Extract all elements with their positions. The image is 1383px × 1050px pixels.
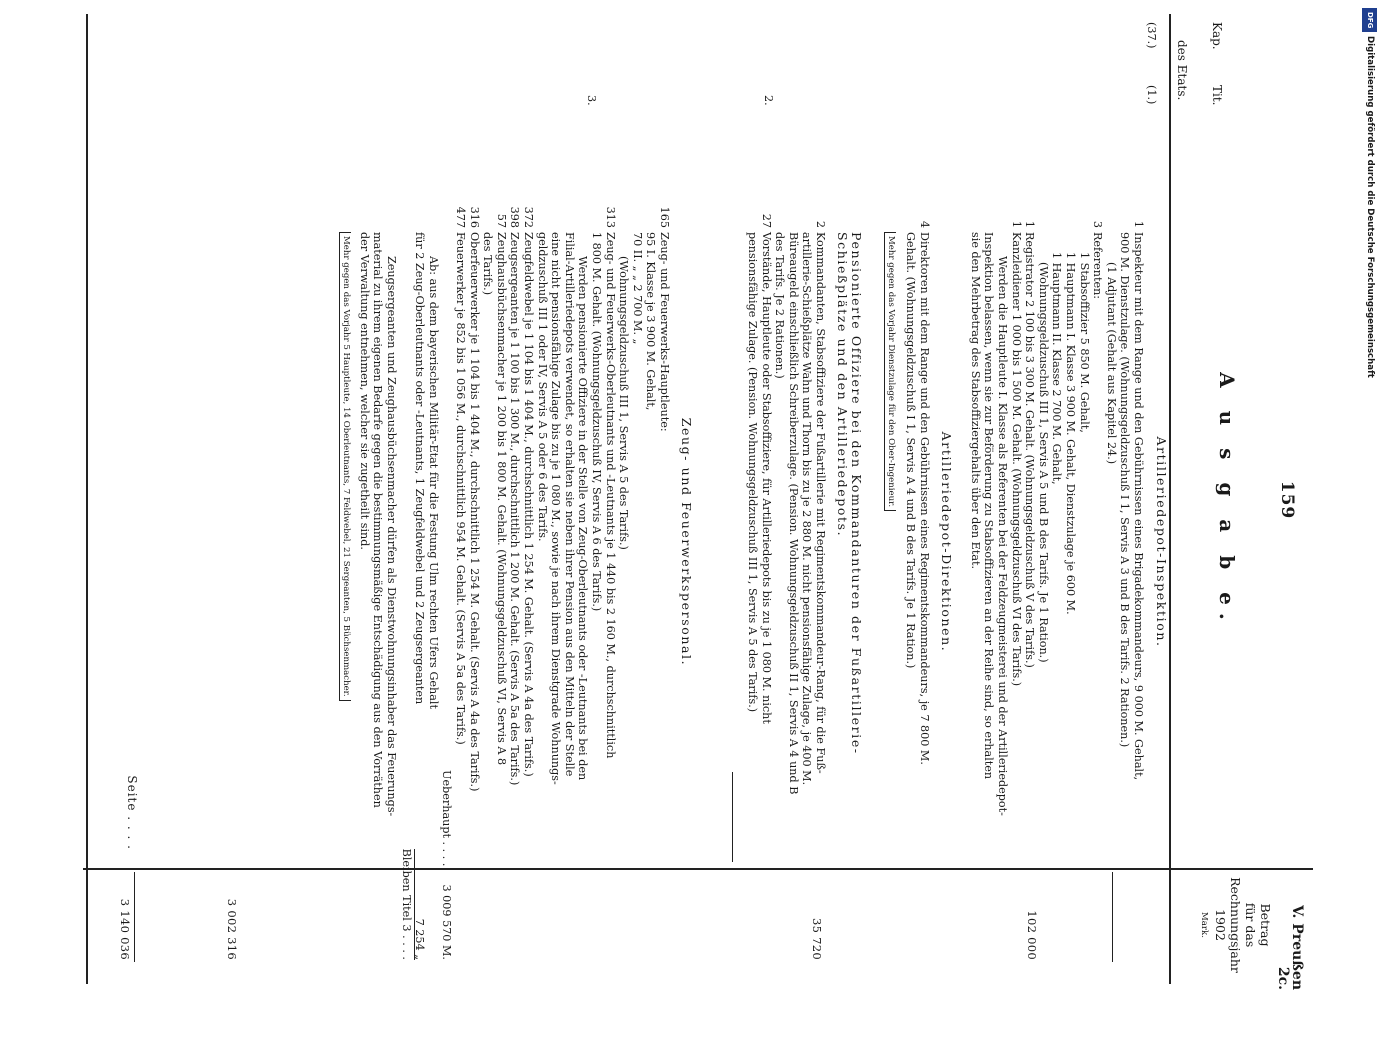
- ab-value: 7 254 „: [413, 918, 427, 960]
- line-count: 2: [814, 220, 827, 228]
- line-text: Oberfeuerwerker je 1 104 bis 1 404 M., durchschnittlich 1 254 M. Gehalt. (Servis A 4a des Tarifs.): [467, 232, 481, 792]
- subtotal-label: Ueberhaupt . . . .: [440, 770, 454, 867]
- line-text: Werden die Hauptleute I. Klasse als Referenten bei der Feldzeugmeisterei und der Artilleriedepot-: [996, 256, 1010, 816]
- line-text: Inspekteur mit dem Range und den Gebührnissen eines Brigadekommandeurs, 9 000 M. Gehalt,: [1132, 232, 1145, 781]
- line-text: Zeug- und Feuerwerks-Hauptleute:: [658, 232, 671, 432]
- digitization-credit: Digitalisierung gefördert durch die Deutsche Forschungsgemeinschaft: [1365, 36, 1375, 378]
- line-text: Kanzleidiener 1 000 bis 1 500 M. Gehalt. (Wohnungsgeldzuschuß VI des Tarifs.): [1009, 232, 1023, 687]
- header-rule: [1169, 14, 1171, 984]
- line-count: 4: [918, 220, 931, 228]
- amount-inspektion: 102 000: [1025, 910, 1039, 960]
- amount-head-line-4: 1902: [1213, 909, 1228, 941]
- line-count: 3: [1091, 220, 1105, 228]
- line-count: 165: [658, 206, 671, 228]
- amount-pensionierte: 35 720: [810, 917, 824, 960]
- dfg-logo: DFG: [1362, 8, 1377, 32]
- heading-direktionen: Artilleriedepot-Direktionen.: [939, 431, 954, 653]
- line-text: Zeugsergeanten je 1 100 bis 1 300 M., durchschnittlich 1 200 M. Gehalt. (Servis A 5a des Tarifs.): [508, 232, 522, 786]
- line-text: sie den Mehrbetrag des Stabsoffiziergehalts über den Etat.: [968, 232, 982, 570]
- dfg-credit: [1361, 8, 1379, 998]
- line-text: Gehalt. (Wohnungsgeldzuschuß I 1, Servis A 4 und B des Tarifs. Je 1 Ration.): [904, 232, 918, 669]
- line-text: artillerie-Schießplätze Wahn und Thorn bis zu je 2 880 M. nicht pensionsfähige Zulage, je 400 M.: [800, 232, 814, 786]
- line-count: 372: [522, 206, 536, 228]
- line-text: des Tarifs.): [481, 232, 495, 296]
- line-text: Inspektion belassen, wenn sie zur Beförderung zu Stabsoffizieren an der Reihe sind, so erhalten: [982, 232, 996, 780]
- seite-total: 3 140 036: [118, 898, 132, 960]
- heading-inspektion: Artilleriedepot-Inspektion.: [1154, 436, 1169, 648]
- line-text: Werden pensionierte Offiziere in der Stelle von Zeug-Oberleutnants oder -Leutnants bei den: [576, 256, 590, 781]
- line-text: Vorstände, Hauptleute oder Stabsoffiziere, für Artilleriedepots bis zu je 1 080 M. nicht: [759, 232, 773, 724]
- line-text: (1 Adjutant (Gehalt aus Kapitel 24.): [1104, 262, 1118, 465]
- line-text: Kommandanten, Stabsoffiziere der Fußartillerie mit Regimentskommandeur-Rang, für die Fuß-: [814, 232, 827, 774]
- line-text: des Tarifs. Je 2 Rationen.): [773, 232, 787, 379]
- section-zeugpersonal: [339, 206, 671, 1050]
- change-note: Mehr gegen das Vorjahr Dienstzulage für den Ober-Ingenieur.: [884, 232, 896, 511]
- section-inspektion: [968, 220, 1145, 1050]
- line-text: geldzuschuß III 1 oder IV, Servis A 5 oder 6 des Tarifs.: [535, 232, 549, 542]
- amount-head-line-2: für das: [1243, 902, 1258, 948]
- line-text: Direktoren mit dem Range und den Gebührnissen eines Regimentskommandeurs, je 7 800 M.: [918, 232, 931, 765]
- heading-zeugpersonal: Zeug- und Feuerwerkspersonal.: [679, 417, 694, 667]
- kap-number: (37.): [1145, 22, 1158, 49]
- line-text: Referenten:: [1091, 232, 1105, 300]
- amount-zeugpersonal: 3 002 316: [225, 898, 239, 960]
- amount-rule: [1112, 872, 1113, 962]
- line-text: 1 800 M. Gehalt. (Wohnungsgeldzuschuß IV, Servis A 6 des Tarifs.): [590, 232, 604, 612]
- seite-label: Seite . . . .: [125, 775, 139, 850]
- tit-number-3: 3.: [585, 95, 598, 106]
- line-text: Büreaugeld einschließlich Schreiberzulage. (Pension. Wohnungsgeldzuschuß II 1, Servis A 4 und B: [786, 232, 800, 795]
- amount-unit: Mark.: [1199, 912, 1209, 938]
- line-text: 1 Stabsoffizier 5 850 M. Gehalt,: [1077, 252, 1091, 433]
- running-head: V. Preußen 2c.: [1275, 905, 1305, 990]
- line-text: pensionsfähige Zulage. (Pension. Wohnungsgeldzuschuß III 1, Servis A 5 des Tarifs.): [746, 232, 760, 713]
- line-count: 1: [1023, 220, 1037, 228]
- line-text: Registrator 2 100 bis 3 300 M. Gehalt. (Wohnungsgeldzuschuß V des Tarifs.): [1023, 232, 1037, 668]
- line-count: 313: [603, 206, 617, 228]
- tit-number-2: 2.: [762, 95, 775, 106]
- section-title: A u s g a b e.: [1215, 372, 1239, 628]
- section-direktionen: [884, 220, 931, 1050]
- amount-column-header: [1199, 870, 1273, 980]
- line-text: Zeug- und Feuerwerks-Oberleutnants und -Leutnants je 1 440 bis 2 160 M., durchschnittlich: [603, 232, 617, 759]
- heading-pensionierte: Pensionierte Offiziere bei den Kommandanturen der Fußartillerie-Schießplätze und den Artilleriedepots.: [835, 232, 864, 755]
- ab-line-2: für 2 Zeug-Oberleutnants oder -Leutnants, 1 Zeugfeldwebel und 2 Zeugsergeanten: [413, 232, 427, 705]
- line-text: Zeughausbüchsenmacher je 1 200 bis 1 800 M. Gehalt. (Wohnungsgeldzuschuß VI, Servis A 8: [494, 232, 508, 766]
- amount-rule: [732, 772, 733, 862]
- line-text: Feuerwerker je 852 bis 1 056 M., durchschnittlich 954 M. Gehalt. (Servis A 5a des Tarifs.): [454, 232, 468, 745]
- line-text: eine nicht pensionsfähige Zulage bis zu je 1 080 M., sowie je nach ihrem Dienstgrade Wohnungs-: [549, 232, 563, 785]
- line-count: 1: [1009, 220, 1023, 228]
- line-text: Zeugfeldwebel je 1 104 bis 1 404 M., durchschnittlich 1 254 M. Gehalt. (Servis A 4a des Tarifs.): [522, 232, 536, 777]
- bleiben-label: Bleiben Titel 3 . . . .: [399, 848, 413, 960]
- col-kap-header: Kap.: [1210, 22, 1224, 50]
- line-count: 57: [494, 213, 508, 228]
- line-text: 70 II. „ „ 2 700 M. „: [630, 232, 644, 345]
- line-count: 398: [508, 206, 522, 228]
- subtotal-value: 3 009 570 M.: [440, 884, 454, 960]
- amount-head-line-3: Rechnungsjahr: [1228, 877, 1243, 973]
- closing-line-2: material zu ihrem eigenen Bedarfe gegen die bestimmungsmäßige Entschädigung aus den Vorräthen: [371, 232, 385, 808]
- ab-line-1: Ab: aus dem bayerischen Militär-Etat für die Festung Ulm rechten Ufers Gehalt: [426, 256, 440, 709]
- line-count: 27: [759, 213, 773, 228]
- closing-line-1: Zeugsergeanten und Zeughausbüchsenmacher dürfen als Dienstwohnungsinhaber das Feuerungs-: [384, 256, 398, 817]
- line-text: (Wohnungsgeldzuschuß III 1, Servis A 5 des Tarifs.): [617, 256, 631, 550]
- line-text: (Wohnungsgeldzuschuß III 1, Servis A 5 und B des Tarifs. Je 1 Ration.): [1036, 262, 1050, 663]
- amount-head-line-1: Betrag: [1258, 903, 1273, 947]
- change-note: Mehr gegen das Vorjahr 5 Hauptleute, 14 Oberleutnants, 7 Feldwebel, 21 Sergeanten, 5 Büchsenmacher.: [339, 232, 351, 701]
- tit-number: (1.): [1145, 85, 1158, 105]
- col-des-etats-header: des Etats.: [1175, 40, 1189, 101]
- line-count: 1: [1132, 220, 1145, 228]
- line-text: 1 Hauptmann II. Klasse 2 700 M. Gehalt,: [1050, 252, 1064, 485]
- line-count: 316: [467, 206, 481, 228]
- footer-rule: [86, 14, 88, 984]
- closing-line-3: der Verwaltung entnehmen, welcher sie zugetheilt sind.: [357, 232, 371, 550]
- line-count: 477: [454, 206, 468, 228]
- line-text: 900 M. Dienstzulage. (Wohnungsgeldzuschuß I 1, Servis A 3 und B des Tarifs. 2 Rationen.): [1118, 232, 1132, 748]
- page-number: 159: [1277, 480, 1297, 520]
- line-text: Filial-Artilleriedepots verwendet, so erhalten sie neben ihrer Pension aus den Mitteln der Stelle: [562, 232, 576, 777]
- amount-rule: [134, 872, 135, 962]
- line-text: 95 I. Klasse je 3 900 M. Gehalt,: [644, 232, 658, 411]
- line-text: 1 Hauptmann I. Klasse 3 900 M. Gehalt, Dienstzulage je 600 M.: [1064, 252, 1078, 615]
- col-tit-header: Tit.: [1210, 85, 1224, 106]
